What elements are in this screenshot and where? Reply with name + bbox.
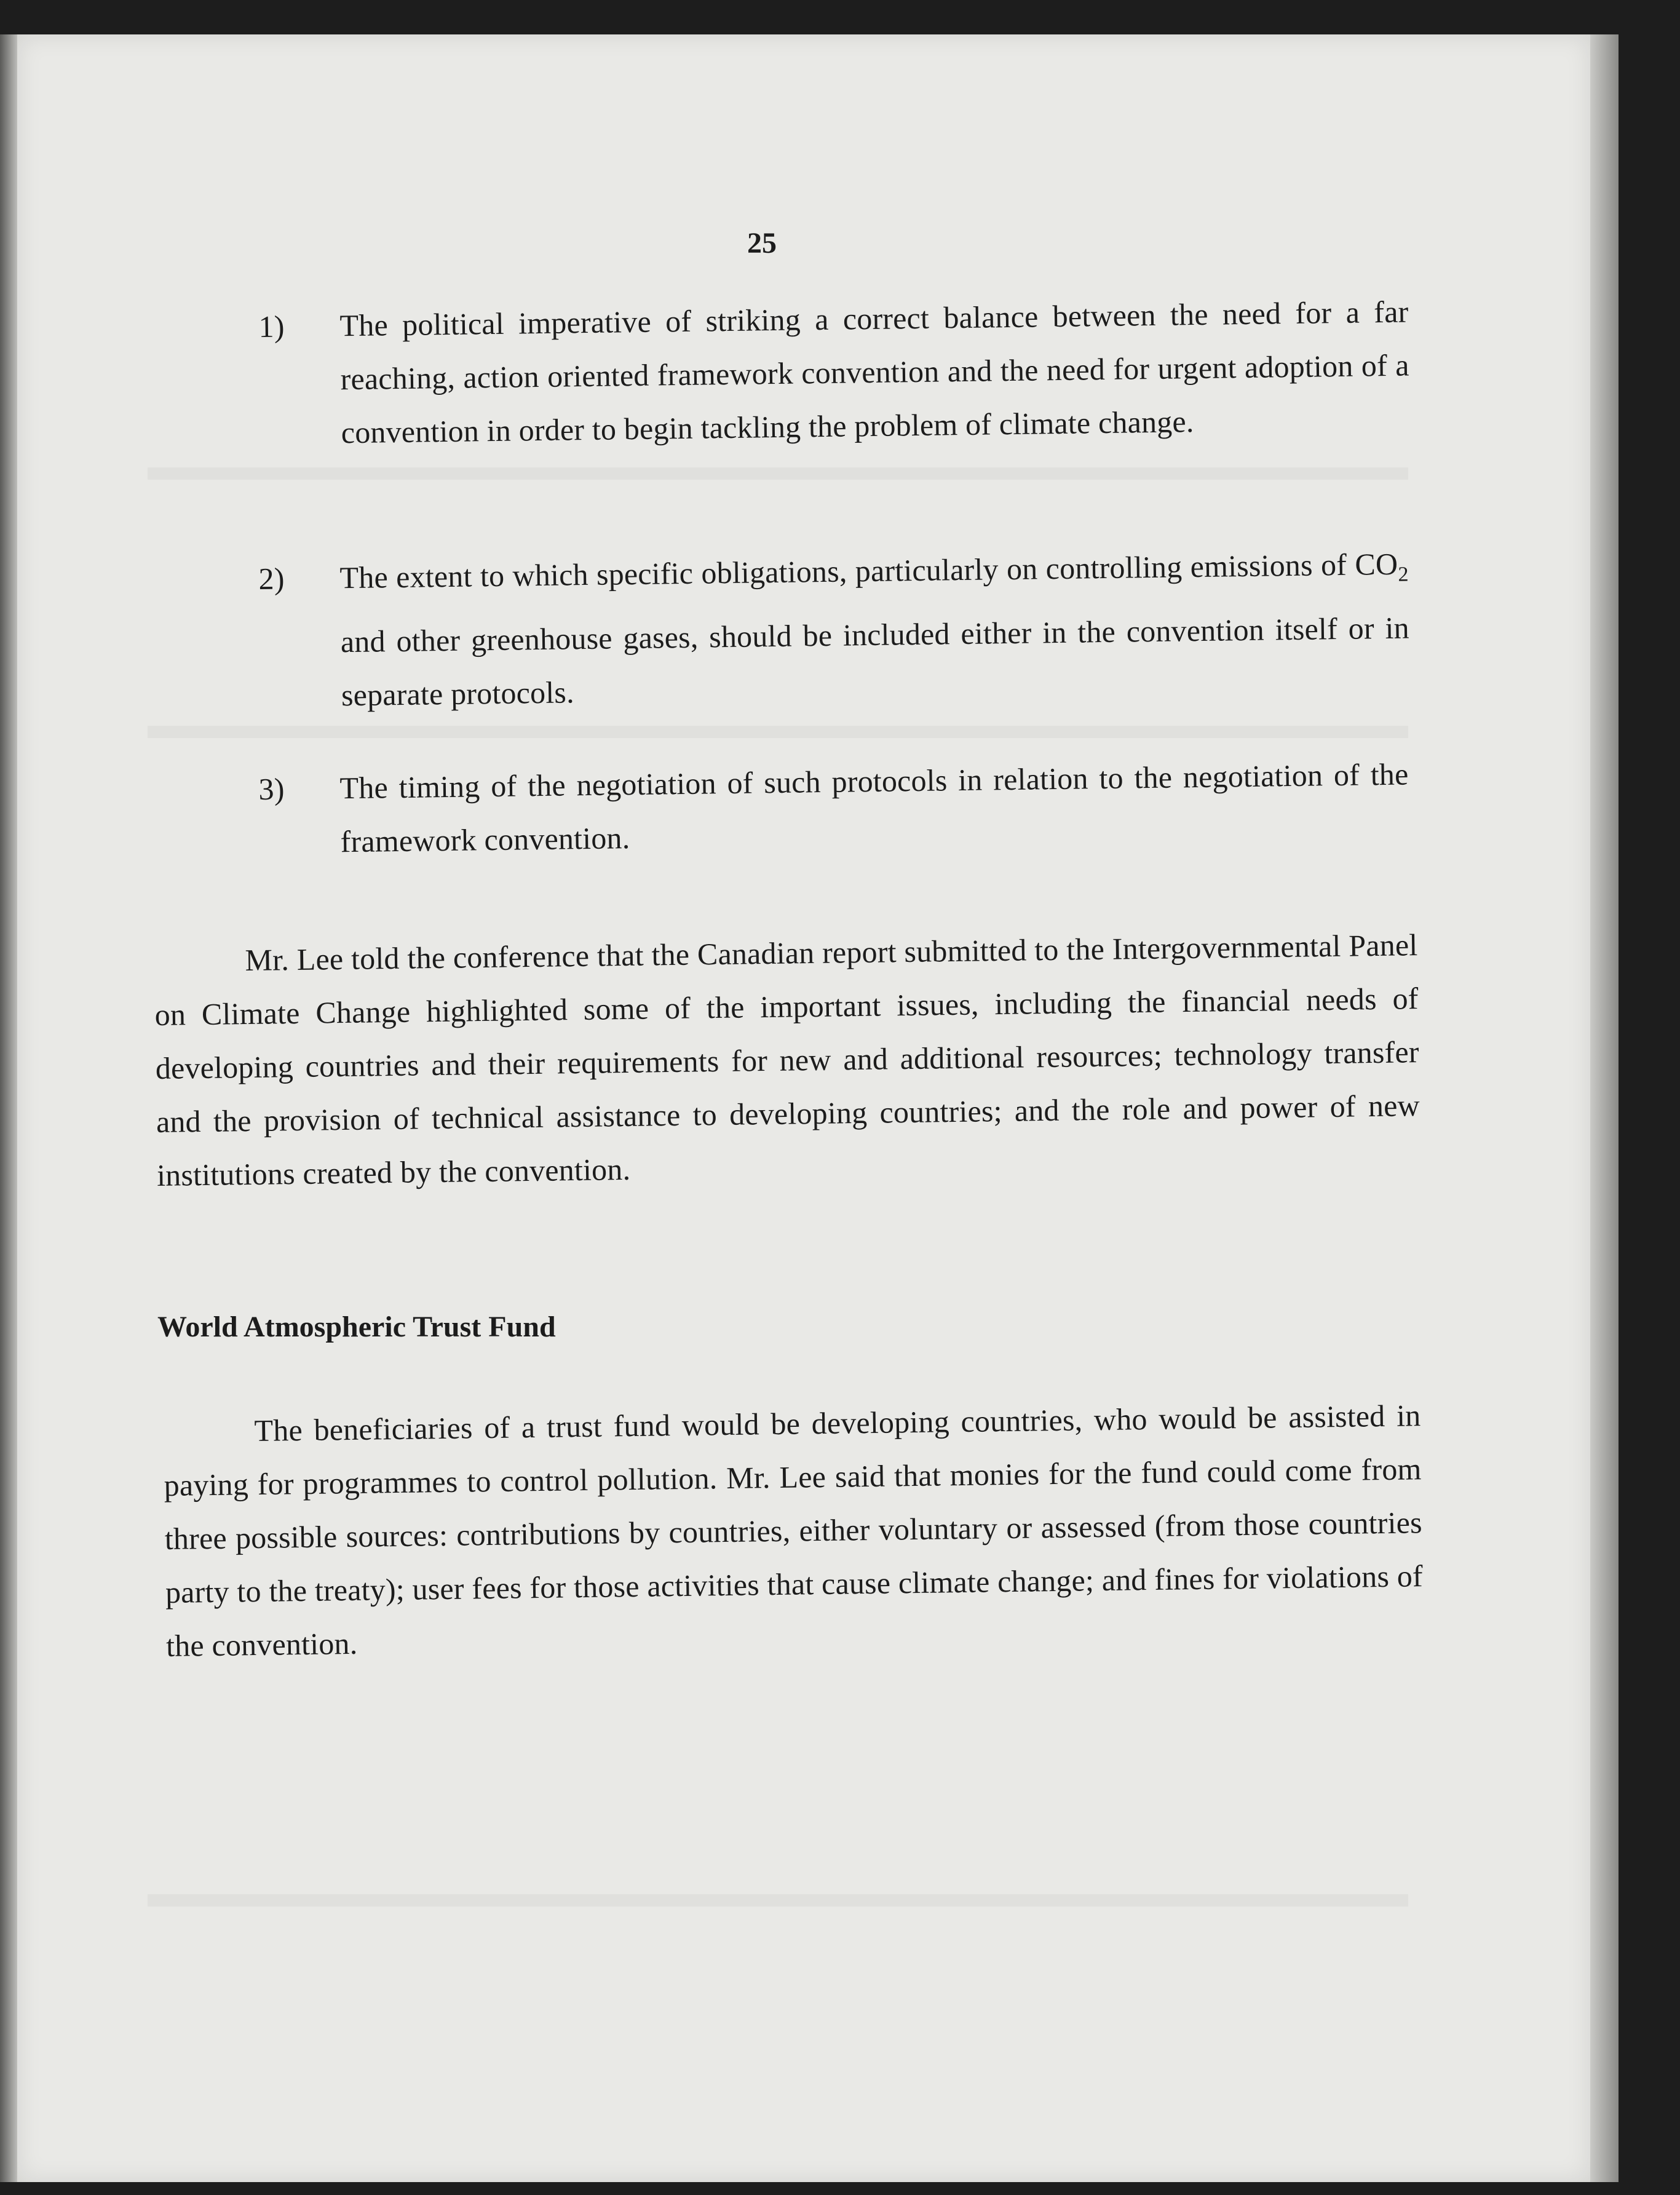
- list-item: [258, 285, 1410, 461]
- section-heading: World Atmospheric Trust Fund: [157, 1311, 556, 1343]
- list-item-number: 3): [258, 771, 285, 806]
- list-item: [258, 748, 1409, 870]
- list-item-text-part: The extent to which specific obligations, particularly on controlling emissions of CO: [339, 546, 1398, 595]
- list-item-text-part: and other greenhouse gases, should be included either in the convention itself or in separate protocols.: [340, 610, 1410, 713]
- list-item-text: The political imperative of striking a correct balance between the need for a far reaching, action oriented framework convention and the need for urgent adoption of a convention in order to begin tackling the problem of climate change.: [339, 294, 1409, 450]
- paragraph: [163, 1389, 1424, 1673]
- paragraph-indent: [154, 970, 245, 972]
- show-through-shading: [148, 726, 1408, 738]
- page-edge-shadow: [1590, 34, 1619, 2182]
- book-binding-edge: [0, 34, 17, 2182]
- list-item-number: 1): [258, 309, 285, 344]
- list-item-text: [339, 538, 1410, 723]
- paragraph-indent: [164, 1441, 255, 1442]
- show-through-shading: [148, 467, 1408, 480]
- list-item-text: The timing of the negotiation of such protocols in relation to the negotiation of the framework convention.: [339, 756, 1409, 859]
- page-number: 25: [747, 227, 777, 260]
- list-item-number: 2): [258, 561, 285, 596]
- co2-subscript: 2: [1398, 563, 1409, 586]
- paragraph-text: Mr. Lee told the conference that the Canadian report submitted to the Intergovernmental Panel on Climate Change highlighted some of the important issues, including the financial needs of developing countries and their requirements for new and additional resources; technology transfer and the provision of technical assistance to developing countries; and the role and power of new institutions created by the convention.: [154, 927, 1420, 1193]
- paragraph: [154, 918, 1421, 1202]
- show-through-shading: [148, 1894, 1408, 1907]
- paragraph-text: The beneficiaries of a trust fund would be developing countries, who would be assisted in paying for programmes to control pollution. Mr. Lee said that monies for the fund could come from three possible sources: contributions by countries, either voluntary or assessed (from those countries party to the treaty); user fees for those activities that cause climate change; and fines for violations of the convention.: [164, 1398, 1424, 1663]
- list-item: [258, 538, 1410, 723]
